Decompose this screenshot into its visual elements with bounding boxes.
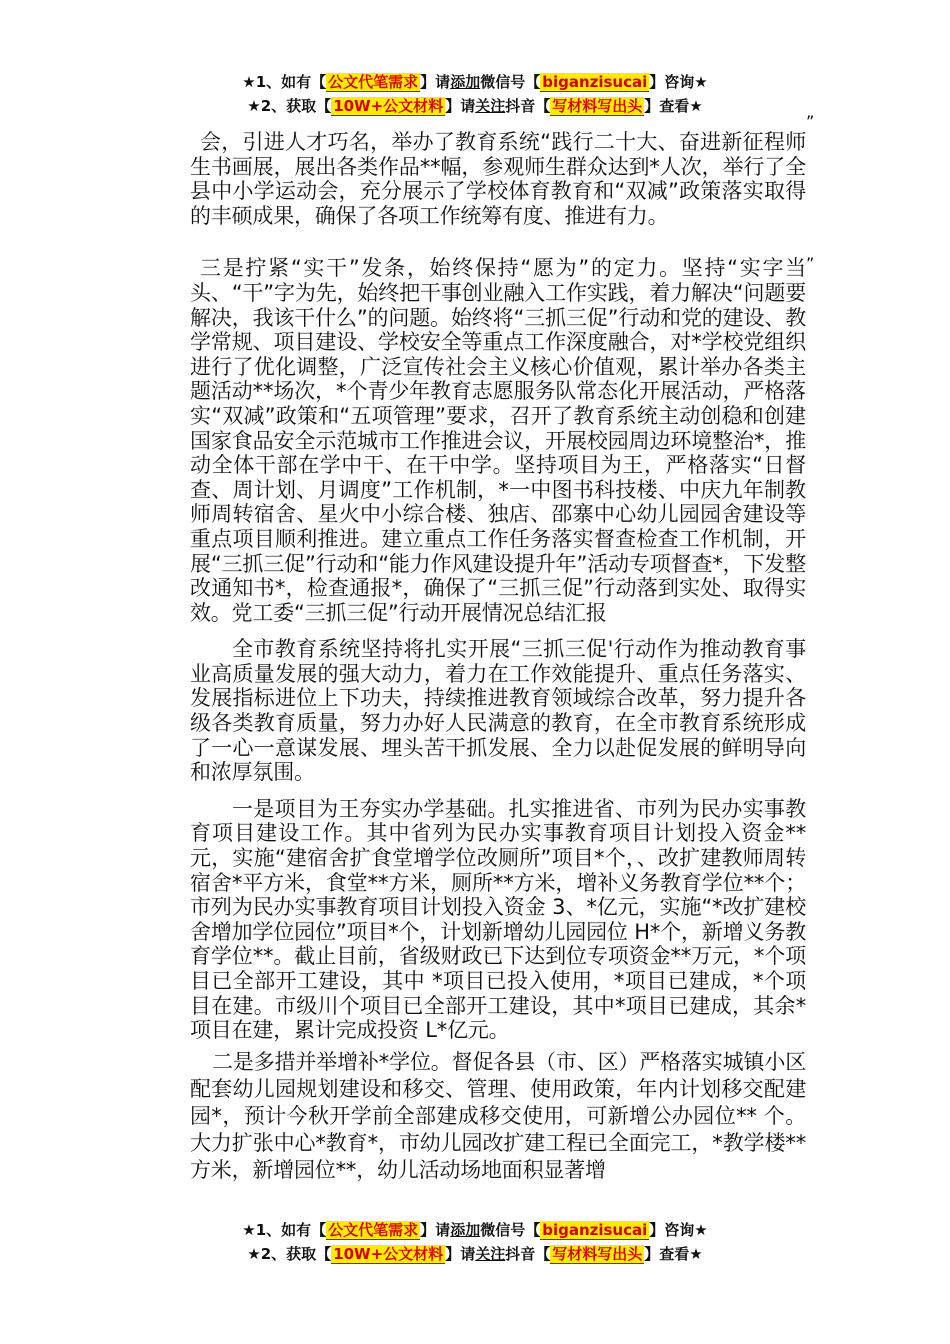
banner-text: 抖音【 [505,1245,551,1263]
banner-highlight: 10W+公文材料 [333,97,444,115]
banner-line-1 [0,70,950,94]
banner-text: 】咨询★ [649,73,708,91]
banner-highlight: 10W+公文材料 [333,1245,444,1263]
banner-highlight: biganzisucai [542,1221,648,1239]
footer-banner [0,1218,950,1266]
banner-text: 】查看★ [644,97,703,115]
banner-highlight: 公文代笔需求 [328,1221,419,1239]
banner-highlight: biganzisucai [542,73,648,91]
banner-text: ★2、获取【 [247,97,332,115]
header-banner [0,70,950,118]
document-body [190,130,806,1196]
banner-highlight: 公文代笔需求 [328,73,419,91]
banner-emphasis: 添加 [450,1221,481,1239]
banner-emphasis: 关注 [475,1245,506,1263]
banner-text: ★1、如有【 [242,1221,327,1239]
banner-highlight: 写材料写出头 [552,1245,643,1263]
banner-text: 】请 [420,73,451,91]
banner-text: 】咨询★ [649,1221,708,1239]
banner-text: 】请 [445,97,476,115]
banner-text: 】请 [420,1221,451,1239]
paragraph: 会，引进人才巧名，举办了教育系统“践行二十大、奋进新征程师生书画展，展出各类作品**幅，参观师生群众达到*人次，举行了全县中小学运动会，充分展示了学校体育教育和“双减”政策落实取得的丰硕成果，确保了各项工作统筹有度、推进有力。 [190,130,806,228]
banner-text: 】请 [445,1245,476,1263]
banner-text: 】查看★ [644,1245,703,1263]
banner-emphasis: 添加 [450,73,481,91]
quote-mark: ” [806,112,815,131]
banner-text: 微信号【 [480,73,541,91]
banner-text: 抖音【 [505,97,551,115]
paragraph: 全市教育系统坚持将扎实开展“三抓三促'行动作为推动教育事业高质量发展的强大动力，着力在工作效能提升、重点任务落实、发展指标进位上下功夫，持续推进教育领域综合改革，努力提升各级各类教育质量，努力办好人民满意的教育，在全市教育系统形成了一心一意谋发展、埋头苦干抓发展、全力以赴促发展的鲜明导向和浓厚氛围。 [190,637,806,785]
paragraph: 二是多措并举增补*学位。督促各县（市、区）严格落实城镇小区配套幼儿园规划建设和移交、管理、使用政策，年内计划移交配建园*，预计今秋开学前全部建成移交使用，可新增公办园位** 个。大力扩张中心*教育*，市幼儿园改扩建工程已全面完工，*教学楼**方米，新增园位**，幼儿活动场地面积显著增 [190,1049,806,1182]
banner-text: 微信号【 [480,1221,541,1239]
banner-text: ★2、获取【 [247,1245,332,1263]
banner-line-2 [0,1242,950,1266]
banner-emphasis: 关注 [475,97,506,115]
quote-mark: ” [806,254,815,273]
paragraph: 三是拧紧“实干”发条，始终保持“愿为”的定力。坚持“实字当头、“干”字为先，始终把干事创业融入工作实践，着力解决“问题要解决，我该干什么”的问题。始终将“三抓三促”行动和党的建设、教学常规、项目建设、学校安全等重点工作深度融合，对*学校党组织进行了优化调整，广泛宣传社会主义核心价值观，累计举办各类主题活动**场次，*个青少年教育志愿服务队常态化开展活动，严格落实“双减”政策和“五项管理”要求，召开了教育系统主动创稳和创建国家食品安全示范城市工作推进会议，开展校园周边环境整治*，推动全体干部在学中干、在干中学。坚持项目为王，严格落实“日督查、周计划、月调度”工作机制，*一中图书科技楼、中庆九年制教师周转宿舍、星火中小综合楼、独店、邵寨中心幼儿园园舍建设等重点项目顺利推进。建立重点工作任务落实督查检查工作机制，开展“三抓三促”行动和“能力作风建设提升年”活动专项督查*，下发整改通知书*，检查通报*，确保了“三抓三促”行动落到实处、取得实效。党工委“三抓三促”行动开展情况总结汇报 [190,256,806,625]
banner-line-1 [0,1218,950,1242]
banner-text: ★1、如有【 [242,73,327,91]
paragraph: 一是项目为王夯实办学基础。扎实推进省、市列为民办实事教育项目建设工作。其中省列为民办实事教育项目计划投入资金**元，实施“建宿舍扩食堂增学位改厕所”项目*个，、改扩建教师周转宿舍*平方米，食堂**方米，厕所**方米，增补义务教育学位**个；市列为民办实事教育项目计划投入资金 3、*亿元，实施“*改扩建校舍增加学位园位”项目*个，计划新增幼儿园园位 H*个，新增义务教育学位**。截止目前，省级财政已下达到位专项资金**万元，*个项目已全部开工建设，其中 *项目已投入使用，*项目已建成，*个项目在建。市级川个项目已全部开工建设，其中*项目已建成，其余*项目在建，累计完成投资 L*亿元。 [190,796,806,1043]
banner-highlight: 写材料写出头 [552,97,643,115]
